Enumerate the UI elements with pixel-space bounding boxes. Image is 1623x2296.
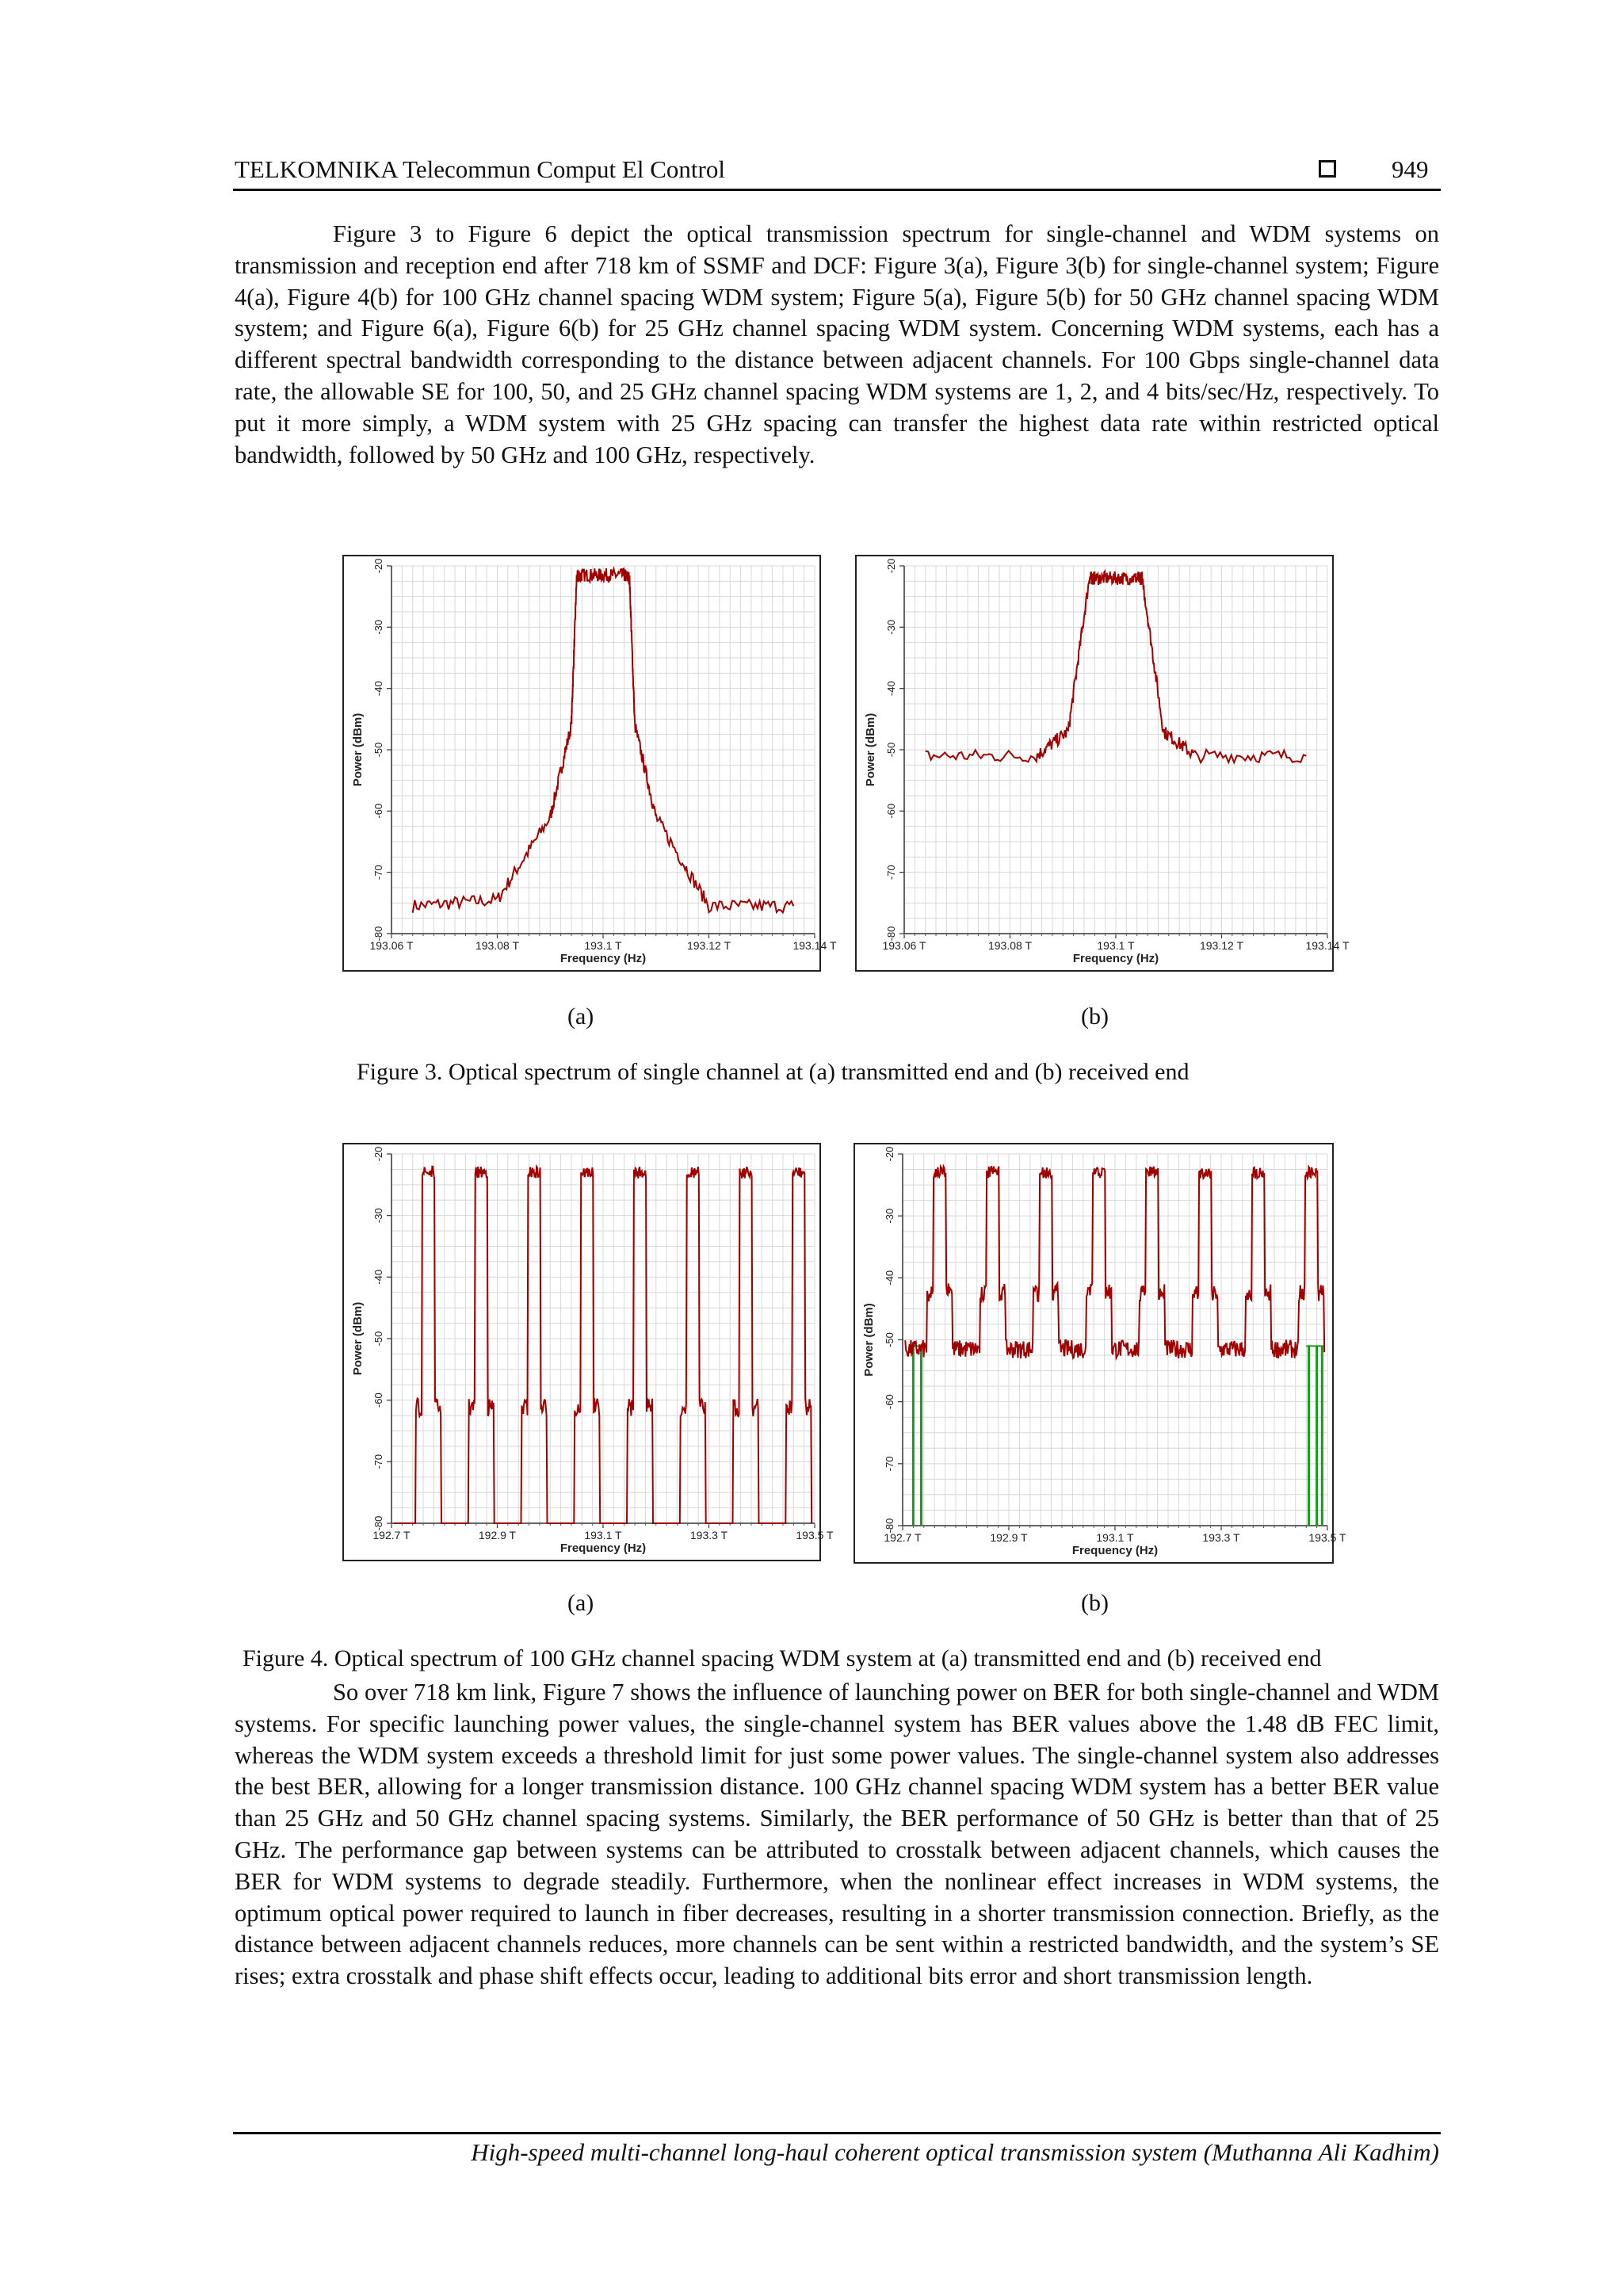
x-tick-label: 193.06 T [882,939,926,952]
figure-3a-svg [344,556,837,973]
x-tick-label: 193.14 T [1305,939,1350,952]
x-tick-label: 192.7 T [884,1531,922,1544]
x-tick-label: 193.1 T [1096,1531,1134,1544]
figure-4a-svg [344,1144,834,1563]
x-tick-label: 193.1 T [1097,939,1135,952]
x-axis-label: Frequency (Hz) [1072,952,1159,965]
x-tick-label: 193.5 T [796,1529,834,1541]
x-axis-label: Frequency (Hz) [559,1541,647,1555]
x-tick-label: 193.3 T [1202,1531,1240,1544]
x-tick-label: 192.9 T [478,1529,517,1541]
y-tick-label: -50 [372,1331,384,1347]
figure-3a-chart [342,555,837,972]
figure-4a-label: (a) [567,1590,594,1616]
x-tick-label: 193.5 T [1308,1531,1346,1544]
y-axis-label: Power (dBm) [864,712,877,787]
x-tick-label: 192.9 T [990,1531,1028,1544]
body-paragraph-1: Figure 3 to Figure 6 depict the optical transmission spectrum for single-channel and WDM systems on transmission and reception end after 718 km of SSMF and DCF: Figure 3(a), Figure 3(b) for single-channel system; Figure 4(a), Figure 4(b) for 100 GHz channel spacing WDM system; Figure 5(a), Figure 5(b) for 50 GHz channel spacing WDM system; and Figure 6(a), Figure 6(b) for 25 GHz channel spacing WDM system. Concerning WDM systems, each has a different spectral bandwidth corresponding to the distance between adjacent channels. For 100 Gbps single-channel data rate, the allowable SE for 100, 50, and 25 GHz channel spacing WDM systems are 1, 2, and 4 bits/sec/Hz, respectively. To put it more simply, a WDM system with 25 GHz spacing can transfer the highest data rate within restricted optical bandwidth, followed by 50 GHz and 100 GHz, respectively. [235,220,1439,468]
y-tick-label: -20 [372,558,384,574]
y-tick-label: -30 [884,1208,896,1224]
y-tick-label: -40 [885,681,897,697]
y-tick-label: -60 [885,803,897,819]
x-tick-label: 193.08 T [987,939,1033,952]
y-tick-label: -50 [372,742,384,758]
figure-3b-label: (b) [1081,1003,1109,1030]
y-tick-label: -50 [884,1332,896,1347]
figure-4b-label: (b) [1081,1590,1109,1616]
y-tick-label: -30 [885,619,897,635]
y-tick-label: -70 [885,865,897,881]
x-axis-label: Frequency (Hz) [559,952,647,965]
y-axis-label: Power (dBm) [351,1301,365,1376]
figure-3a-label: (a) [567,1003,594,1030]
figure-4a-chart [342,1143,834,1561]
checkbox-square-icon [1319,160,1336,178]
footer-rule [233,2132,1441,2134]
x-tick-label: 192.7 T [372,1529,411,1541]
y-tick-label: -60 [372,803,384,819]
y-tick-label: -40 [372,681,384,697]
running-header-title: TELKOMNIKA Telecommun Comput El Control [235,155,725,183]
y-tick-label: -60 [372,1392,384,1408]
y-tick-label: -80 [884,1518,896,1534]
figure-3-caption: Figure 3. Optical spectrum of single channel at (a) transmitted end and (b) received end [357,1059,1190,1085]
y-tick-label: -30 [372,1208,384,1224]
y-tick-label: -30 [372,619,384,635]
figure-4b-chart [854,1143,1346,1564]
body-paragraph-2: So over 718 km link, Figure 7 shows the influence of launching power on BER for both single-channel and WDM systems. For specific launching power values, the single-channel system has BER values above the 1.48 dB FEC limit, whereas the WDM system exceeds a threshold limit for just some power values. The single-channel system also addresses the best BER, allowing for a longer transmission distance. 100 GHz channel spacing WDM system has a better BER value than 25 GHz and 50 GHz channel spacing systems. Similarly, the BER performance of 50 GHz is better than that of 25 GHz. The performance gap between systems can be attributed to crosstalk between adjacent channels, which causes the BER for WDM systems to degrade steadily. Furthermore, when the nonlinear effect increases in WDM systems, the optimum optical power required to launch in fiber decreases, resulting in a shorter transmission connection. Briefly, as the distance between adjacent channels reduces, more channels can be sent within a restricted bandwidth, and the system’s SE rises; extra crosstalk and phase shift effects occur, leading to additional bits error and short transmission length. [235,1679,1439,1990]
grid-lines [904,566,1327,934]
running-footer: High-speed multi-channel long-haul coherent optical transmission system (Muthanna Ali Kadhim) [471,2138,1439,2166]
x-tick-label: 193.1 T [584,1529,622,1541]
grid-lines [391,566,815,934]
y-axis-label: Power (dBm) [351,712,365,787]
y-tick-label: -50 [885,742,897,758]
y-axis-label: Power (dBm) [862,1303,876,1377]
x-tick-label: 193.3 T [689,1529,728,1541]
y-tick-label: -80 [372,1515,384,1531]
y-tick-label: -80 [885,926,897,942]
page-number: 949 [1392,155,1429,183]
x-tick-label: 193.14 T [792,939,837,952]
x-tick-label: 193.12 T [686,939,731,952]
y-tick-label: -70 [884,1456,896,1472]
y-tick-label: -70 [372,865,384,881]
figure-3b-svg [857,556,1350,973]
y-tick-label: -20 [372,1146,384,1162]
x-axis-label: Frequency (Hz) [1071,1544,1159,1557]
x-tick-label: 193.08 T [475,939,520,952]
header-rule [233,189,1441,191]
x-tick-label: 193.06 T [369,939,414,952]
y-tick-label: -60 [884,1394,896,1410]
figure-3b-chart [855,555,1350,972]
y-tick-label: -40 [884,1270,896,1286]
y-tick-label: -70 [372,1454,384,1469]
x-tick-label: 193.1 T [584,939,622,952]
figure-4-caption: Figure 4. Optical spectrum of 100 GHz channel spacing WDM system at (a) transmitted end and (b) received end [242,1645,1322,1671]
y-tick-label: -20 [885,558,897,574]
y-tick-label: -80 [372,926,384,942]
x-tick-label: 193.12 T [1199,939,1244,952]
figure-4b-svg [855,1144,1346,1565]
y-tick-label: -40 [372,1269,384,1285]
y-tick-label: -20 [884,1146,896,1162]
